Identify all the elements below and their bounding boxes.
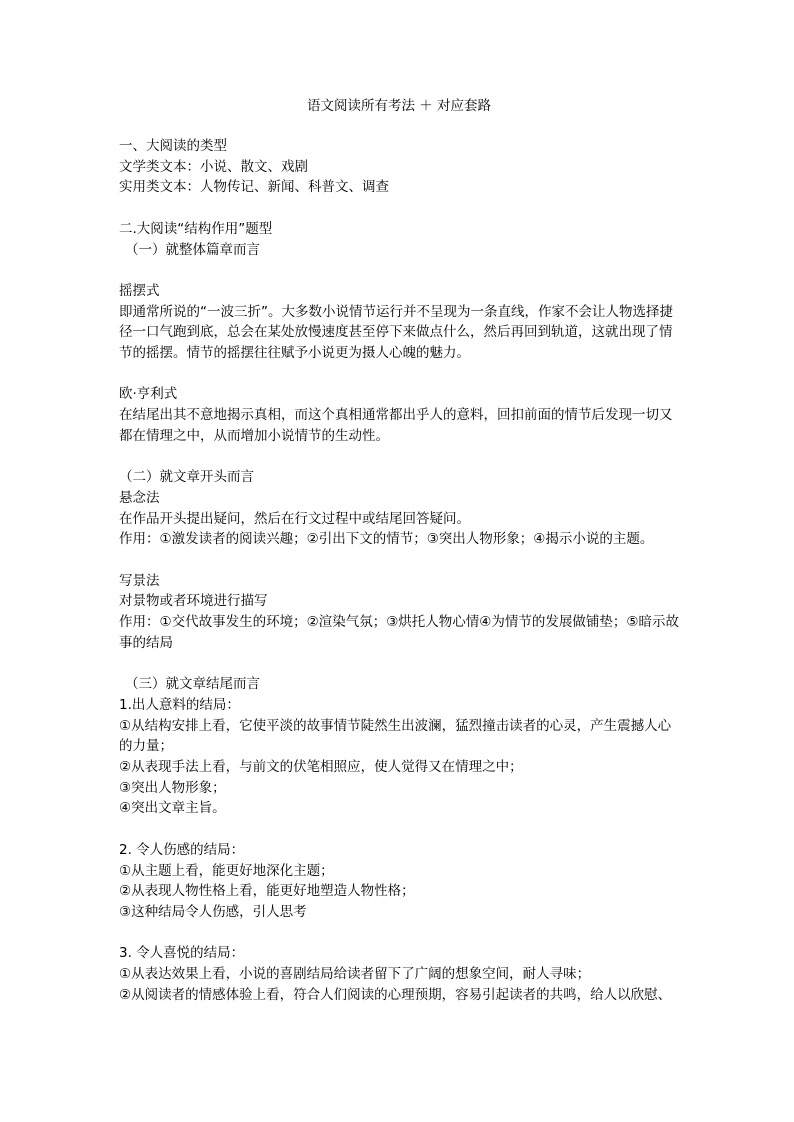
section-heading-structure: 二.大阅读“结构作用”题型 [119,220,273,237]
spacer [119,447,679,468]
subheading-ending: （三）就文章结尾而言 [125,676,260,693]
subheading-opening: （二）就文章开头而言 [119,469,254,486]
unexpected-ending-title: 1.出人意料的结局： [119,696,240,713]
subheading-whole-text: （一）就整体篇章而言 [125,241,260,258]
list-item: ③突出人物形象； [119,779,226,796]
section-heading-types: 一、大阅读的类型 [119,138,227,154]
scenery-method-effect: 作用：①交代故事发生的环境；②渲染气氛；③烘托人物心情④为情节的发展做铺垫；⑤暗示故事的结局 [119,614,680,651]
document-page [119,96,679,1005]
literary-text-types: 文学类文本：小说、散文、戏剧 [119,158,308,175]
list-item: ①从表达效果上看，小说的喜剧结局给读者留下了广阔的想象空间，耐人寻味； [119,966,591,982]
practical-text-types: 实用类文本：人物传记、新闻、科普文、调查 [119,179,389,196]
list-item: ③这种结局令人伤感，引人思考 [119,903,307,920]
swing-style-title: 摇摆式 [119,282,160,299]
ohenry-style-body: 在结尾出其不意地揭示真相，而这个真相通常都出乎人的意料，回扣前面的情节后发现一切又都在情理之中，从而增加小说情节的生动性。 [119,407,673,444]
scenery-method-title: 写景法 [119,572,160,589]
list-item: ②从表现手法上看，与前文的伏笔相照应，使人觉得又在情理之中； [119,759,523,775]
list-item: ②从阅读者的情感体验上看，符合人们阅读的心理预期，容易引起读者的共鸣，给人以欣慰、 [119,986,672,1003]
scenery-method-desc: 对景物或者环境进行描写 [119,593,268,610]
spacer [119,923,679,944]
sad-ending-title: 2. 令人伤感的结局： [119,841,245,858]
list-item: ②从表现人物性格上看，能更好地塑造人物性格； [119,883,415,900]
spacer [119,654,679,675]
list-item: ①从结构安排上看，它使平淡的故事情节陡然生出波澜，猛烈撞击读者的心灵，产生震撼人心的力量； [119,717,672,755]
page-title: 语文阅读所有考法 ＋ 对应套路 [306,98,492,114]
spacer [119,198,679,219]
spacer [119,819,679,840]
suspense-method-desc: 在作品开头提出疑问，然后在行文过程中或结尾回答疑问。 [119,510,470,527]
spacer [119,260,679,281]
list-item: ①从主题上看，能更好地深化主题； [119,862,334,879]
ohenry-style-title: 欧·亨利式 [119,386,178,403]
swing-style-body: 即通常所说的“一波三折”。大多数小说情节运行并不呈现为一条直线，作家不会让人物选择捷径一口气跑到底，总会在某处放慢速度甚至停下来做点什么，然后再回到轨道，这就出现了情节的摇摆。情节的摇摆往往赋予小说更为摄人心魄的魅力。 [119,303,673,361]
list-item: ④突出文章主旨。 [119,800,226,817]
spacer [119,364,679,385]
suspense-method-effect: 作用：①激发读者的阅读兴趣；②引出下文的情节；③突出人物形象；④揭示小说的主题。 [119,531,654,548]
spacer [119,550,679,571]
suspense-method-title: 悬念法 [119,489,160,506]
happy-ending-title: 3. 令人喜悦的结局： [119,945,245,962]
